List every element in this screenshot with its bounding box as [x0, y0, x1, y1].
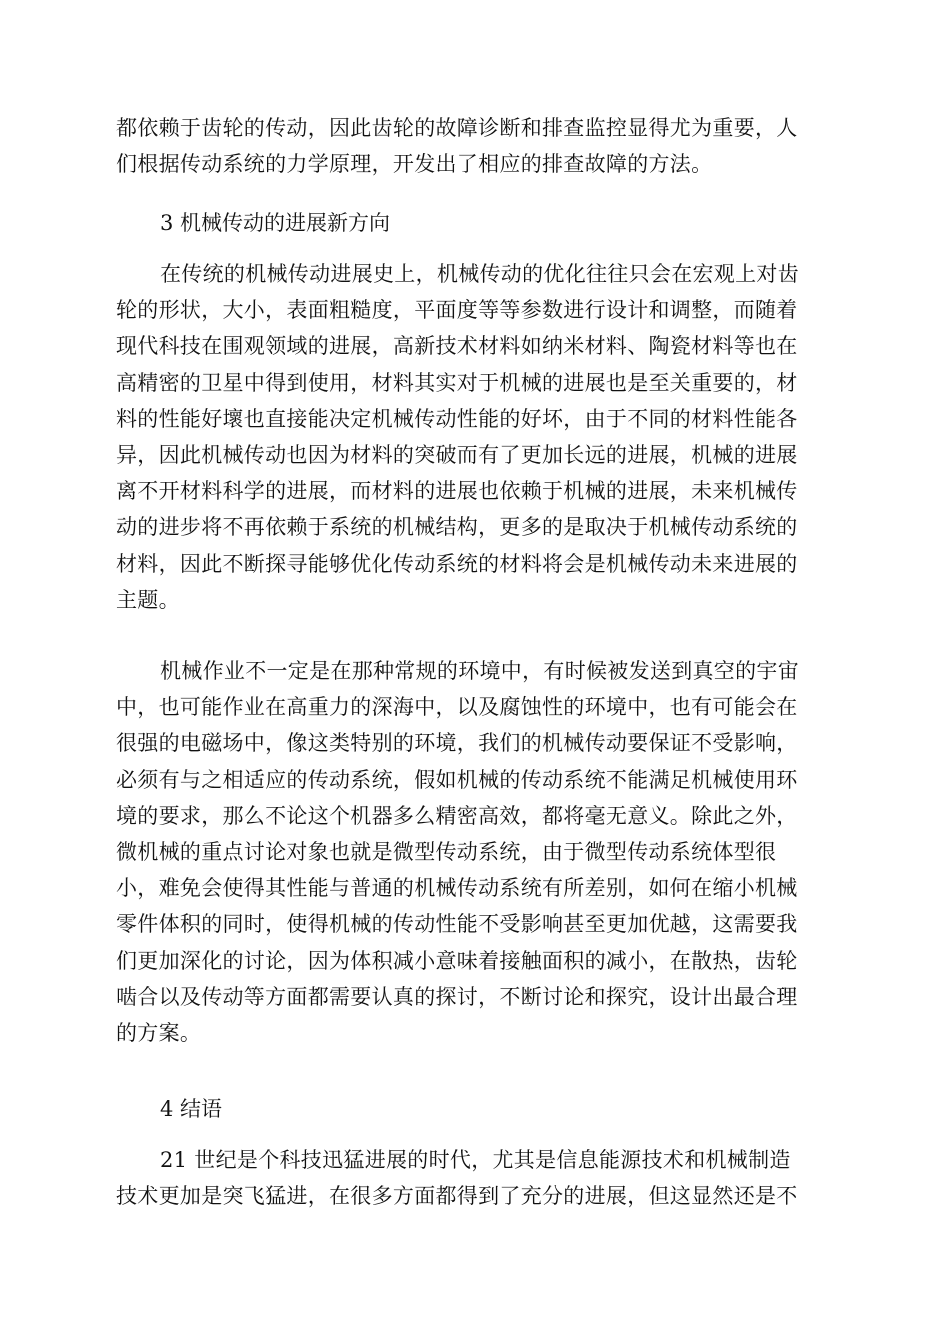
- text-line: 境的要求，那么不论这个机器多么精密高效，都将毫无意义。除此之外，: [116, 803, 798, 828]
- text-line: 啮合以及传动等方面都需要认真的探讨，不断讨论和探究，设计出最合理: [116, 984, 798, 1009]
- text-line: 们更加深化的讨论，因为体积减小意味着接触面积的减小，在散热，齿轮: [116, 948, 798, 973]
- paragraph-conclusion: [116, 1142, 836, 1214]
- text-line: 都依赖于齿轮的传动，因此齿轮的故障诊断和排查监控显得尤为重要，人: [116, 116, 798, 140]
- text-line: 料的性能好壞也直接能决定机械传动性能的好坏，由于不同的材料性能各: [116, 406, 798, 431]
- text-line: 小，难免会使得其性能与普通的机械传动系统有所差别，如何在缩小机械: [116, 876, 798, 901]
- text-line: 机械作业不一定是在那种常规的环境中，有时候被发送到真空的宇宙: [160, 659, 799, 683]
- text-line: 21 世纪是个科技迅猛进展的时代，尤其是信息能源技术和机械制造: [160, 1148, 791, 1172]
- text-line: 动的进步将不再依赖于系统的机械结构，更多的是取决于机械传动系统的: [116, 515, 798, 540]
- text-line: 技术更加是突飞猛进，在很多方面都得到了充分的进展，但这显然还是不: [116, 1184, 798, 1209]
- section-heading-4: 4 结语: [160, 1097, 223, 1121]
- text-line: 很强的电磁场中，像这类特别的环境，我们的机械传动要保证不受影响，: [116, 731, 798, 756]
- text-line: 离不开材料科学的进展，而材料的进展也依赖于机械的进展，未来机械传: [116, 479, 798, 504]
- text-line: 必须有与之相适应的传动系统，假如机械的传动系统不能满足机械使用环: [116, 767, 798, 792]
- text-line: 微机械的重点讨论对象也就是微型传动系统，由于微型传动系统体型很: [116, 840, 777, 865]
- section-heading-3: 3 机械传动的进展新方向: [160, 211, 391, 235]
- text-line: 中，也可能作业在高重力的深海中，以及腐蚀性的环境中，也有可能会在: [116, 695, 798, 720]
- paragraph-special-environments: [116, 653, 836, 1051]
- text-line: 异，因此机械传动也因为材料的突破而有了更加长远的进展，机械的进展: [116, 443, 798, 468]
- text-line: 轮的形状，大小，表面粗糙度，平面度等等参数进行设计和调整，而随着: [116, 298, 798, 323]
- text-line: 在传统的机械传动进展史上，机械传动的优化往往只会在宏观上对齿: [160, 262, 799, 286]
- text-line: 材料，因此不断探寻能够优化传动系统的材料将会是机械传动未来进展的: [116, 551, 798, 576]
- paragraph-gear-diagnosis: [116, 110, 836, 182]
- text-line: 的方案。: [116, 1021, 202, 1046]
- text-line: 主题。: [116, 587, 180, 612]
- text-line: 高精密的卫星中得到使用，材料其实对于机械的进展也是至关重要的，材: [116, 370, 798, 395]
- text-line: 们根据传动系统的力学原理，开发出了相应的排查故障的方法。: [116, 152, 713, 177]
- text-line: 零件体积的同时，使得机械的传动性能不受影响甚至更加优越，这需要我: [116, 912, 798, 937]
- text-line: 现代科技在围观领域的进展，高新技术材料如纳米材料、陶瓷材料等也在: [116, 334, 798, 359]
- paragraph-development-direction: [116, 256, 836, 618]
